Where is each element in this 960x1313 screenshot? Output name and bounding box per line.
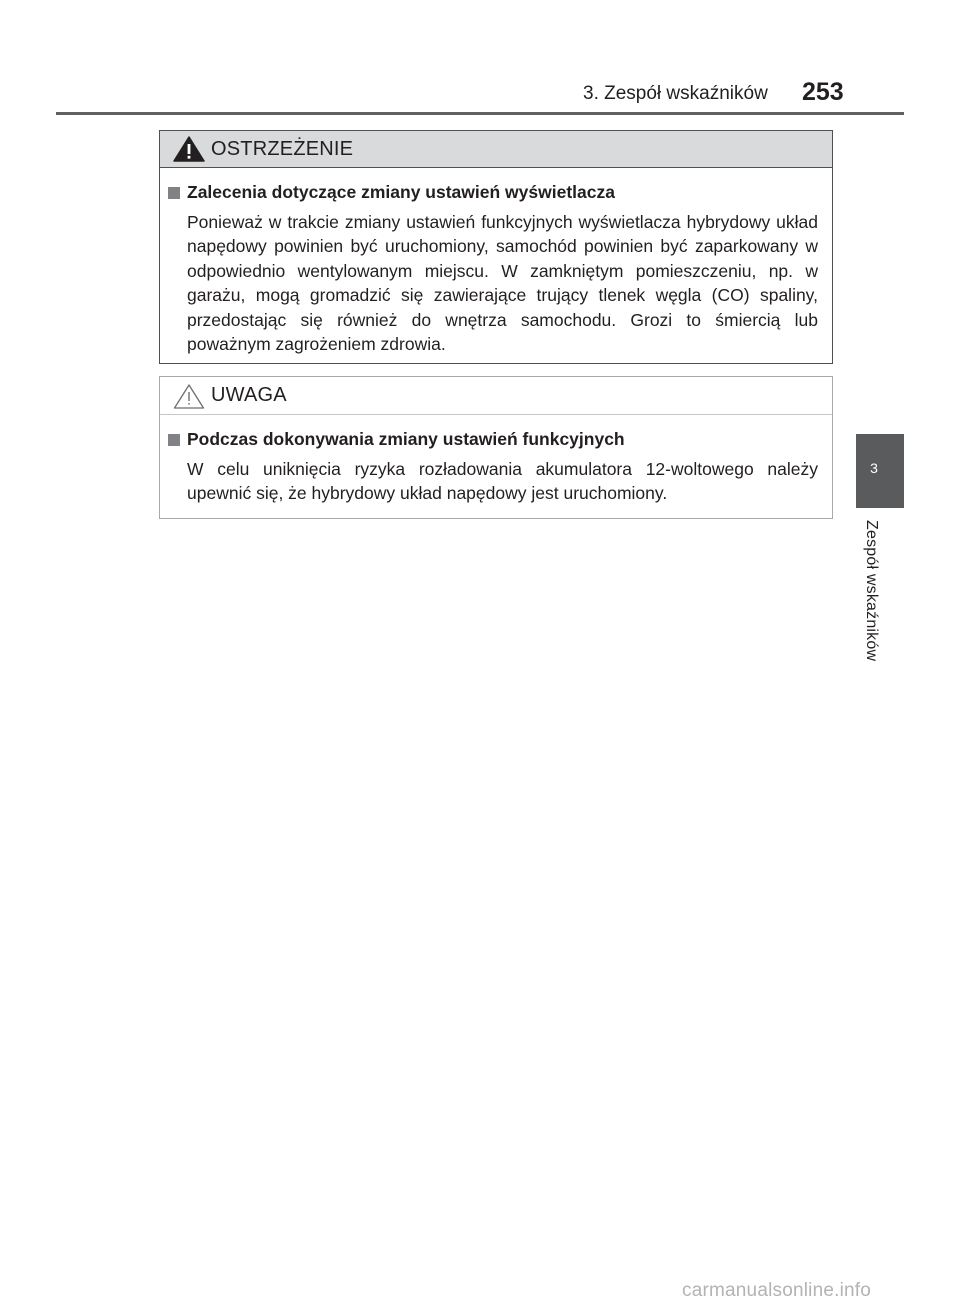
page-number: 253 xyxy=(802,78,844,106)
caution-box-title: UWAGA xyxy=(211,384,287,406)
caution-outline-icon xyxy=(173,383,205,409)
header-rule xyxy=(56,112,904,115)
side-tab-number: 3 xyxy=(870,460,878,476)
chapter-title: 3. Zespół wskaźników xyxy=(583,83,768,104)
warning-box-title: OSTRZEŻENIE xyxy=(211,137,354,160)
caution-section-heading-text: Podczas dokonywania zmiany ustawień funkcyjnych xyxy=(187,429,625,449)
caution-section-text: W celu uniknięcia ryzyka rozładowania akumulatora 12-woltowego należy upewnić się, że hybrydowy układ napędowy jest uruchomiony. xyxy=(187,459,818,504)
caution-box-header xyxy=(160,377,832,415)
caution-section-heading xyxy=(168,429,832,450)
watermark: carmanualsonline.info xyxy=(682,1280,872,1301)
warning-section-heading xyxy=(168,182,832,203)
warning-box-header xyxy=(160,131,832,168)
warning-section-text: Ponieważ w trakcie zmiany ustawień funkcyjnych wyświetlacza hybrydowy układ napędowy powinien być uruchomiony, samochód powinien być zaparkowany w odpowiednio wentylowanym miejscu. W zamkniętym pomieszczeniu, np. w garażu, mogą gromadzić się zawierające trujący tlenek węgla (CO) spaliny, przedostając się również do wnętrza samochodu. Grozi to śmiercią lub poważnym zagrożeniem zdrowia. xyxy=(187,212,818,355)
square-bullet-icon xyxy=(168,434,180,446)
square-bullet-icon xyxy=(168,187,180,199)
side-tab-label: Zespół wskaźników xyxy=(863,520,880,662)
caution-box xyxy=(159,376,833,519)
warning-box xyxy=(159,130,833,364)
warning-filled-icon xyxy=(173,136,205,162)
warning-section-heading-text: Zalecenia dotyczące zmiany ustawień wyświetlacza xyxy=(187,182,615,202)
